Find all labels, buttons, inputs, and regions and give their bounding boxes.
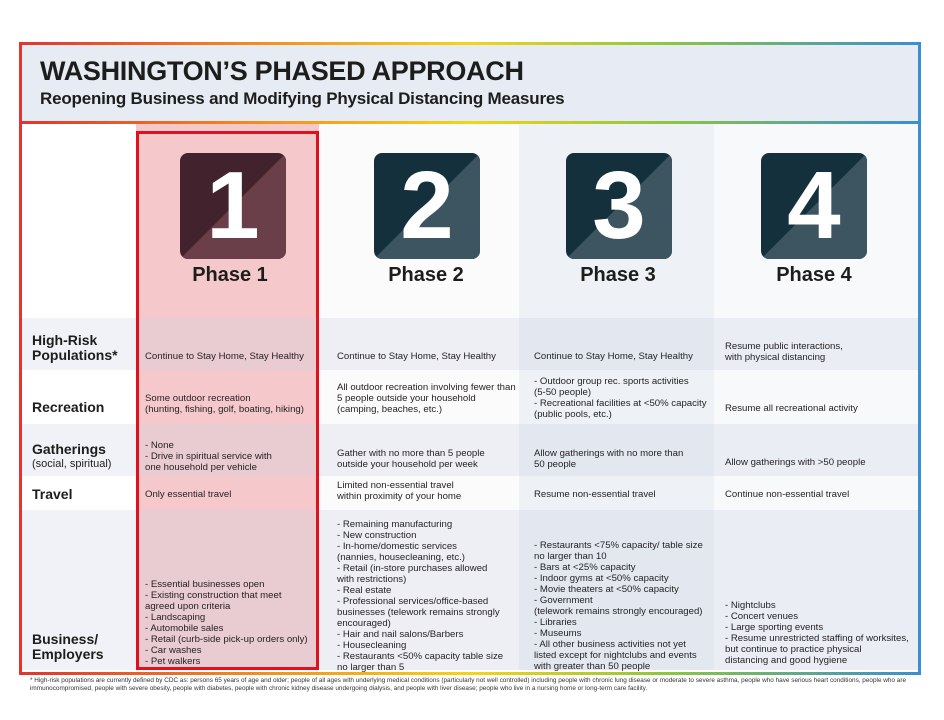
cell-line: - Essential businesses open: [145, 579, 265, 590]
row-label-recreation: Recreation: [32, 399, 105, 415]
cell-line: - Housecleaning: [337, 640, 407, 651]
cell-line: - Museums: [534, 628, 582, 639]
cell-line: - Bars at <25% capacity: [534, 562, 636, 573]
cell-line: 50 people: [534, 459, 577, 470]
cell-line: - Recreational facilities at <50% capacity: [534, 398, 707, 409]
row-label-travel: Travel: [32, 486, 73, 502]
cell-travel-phase-3: [534, 489, 656, 500]
cell-line: - Movie theaters at <50% capacity: [534, 584, 679, 595]
cell-line: - Professional services/office-based: [337, 596, 489, 607]
cell-line: - Retail (in-store purchases allowed: [337, 563, 488, 574]
cell-line: - Resume unrestricted staffing of worksites,: [725, 633, 909, 644]
cell-line: Continue to Stay Home, Stay Healthy: [145, 351, 304, 362]
cell-line: (hunting, fishing, golf, boating, hiking): [145, 404, 304, 415]
cell-line: Resume all recreational activity: [725, 403, 858, 414]
cell-gatherings-phase-2: [337, 448, 485, 470]
cell-line: - Hair and nail salons/Barbers: [337, 629, 464, 640]
cell-travel-phase-1: [145, 489, 231, 500]
cell-line: - Government: [534, 595, 593, 606]
phase-4-number-tile: [761, 153, 867, 259]
cell-recreation-phase-4: [725, 403, 858, 414]
cell-line: - Retail (curb-side pick-up orders only): [145, 634, 308, 645]
phase-3-number: 3: [592, 153, 646, 259]
cell-line: Continue non-essential travel: [725, 489, 850, 500]
cell-line: distancing and good hygiene: [725, 655, 848, 666]
cell-high-risk-phase-3: [534, 351, 693, 362]
cell-line: - Automobile sales: [145, 623, 224, 634]
phase-2-number: 2: [400, 153, 454, 259]
cell-business-phase-1: [145, 579, 308, 667]
cell-line: 5 people outside your household: [337, 393, 476, 404]
cell-line: within proximity of your home: [337, 491, 462, 502]
cell-gatherings-phase-3: [534, 448, 683, 470]
cell-line: - Existing construction that meet: [145, 590, 282, 601]
cell-line: Allow gatherings with no more than: [534, 448, 684, 459]
cell-line: encouraged): [337, 618, 391, 629]
cell-line: agreed upon criteria: [145, 601, 231, 612]
cell-line: - Car washes: [145, 645, 202, 656]
cell-line: but continue to practice physical: [725, 644, 862, 655]
cell-line: - Pet walkers: [145, 656, 201, 667]
cell-gatherings-phase-1: [145, 440, 272, 473]
row-label-high-risk: High-Risk Populations*: [32, 332, 118, 363]
cell-line: Resume non-essential travel: [534, 489, 656, 500]
cell-travel-phase-4: [725, 489, 849, 500]
cell-line: with greater than 50 people: [534, 661, 651, 672]
cell-business-phase-3: [534, 540, 703, 672]
cell-business-phase-2: [337, 519, 503, 673]
cell-line: - Remaining manufacturing: [337, 519, 453, 530]
phase-1-number: 1: [206, 153, 260, 259]
cell-line: Only essential travel: [145, 489, 232, 500]
cell-line: All outdoor recreation involving fewer than: [337, 382, 516, 393]
cell-line: - Nightclubs: [725, 600, 776, 611]
cell-line: one household per vehicle: [145, 462, 258, 473]
cell-line: - None: [145, 440, 174, 451]
footnote: [30, 677, 920, 693]
cell-high-risk-phase-2: [337, 351, 496, 362]
row-label-gatherings: Gatherings (social, spiritual): [32, 441, 112, 470]
cell-line: listed except for nightclubs and events: [534, 650, 697, 661]
cell-line: businesses (telework remains strongly: [337, 607, 500, 618]
phase-3-number-tile: [566, 153, 672, 259]
cell-line: - Concert venues: [725, 611, 799, 622]
cell-line: Limited non-essential travel: [337, 480, 454, 491]
cell-business-phase-4: [725, 600, 909, 666]
cell-line: (telework remains strongly encouraged): [534, 606, 703, 617]
phase-3-label: Phase 3: [580, 264, 656, 286]
cell-line: no larger than 5: [337, 662, 405, 673]
cell-line: - Real estate: [337, 585, 392, 596]
cell-line: - Outdoor group rec. sports activities: [534, 376, 689, 387]
cell-line: (5-50 people): [534, 387, 592, 398]
cell-line: - New construction: [337, 530, 417, 541]
cell-line: with physical distancing: [725, 352, 826, 363]
cell-recreation-phase-1: [145, 393, 304, 415]
cell-line: - Large sporting events: [725, 622, 824, 633]
footnote-line-2: immunocompromised, people with severe obesity, people with diabetes, people with chronic kidney disease undergoing dialysis, and people with liver disease; people who live in a nursing home or long-term care facility.: [30, 685, 648, 692]
cell-line: (nannies, housecleaning, etc.): [337, 552, 465, 563]
phase-2-label: Phase 2: [388, 264, 464, 286]
cell-line: - Landscaping: [145, 612, 206, 623]
phase-4-number: 4: [787, 153, 841, 259]
page-subtitle: Reopening Business and Modifying Physical Distancing Measures: [40, 89, 565, 108]
cell-high-risk-phase-1: [145, 351, 304, 362]
cell-line: (public pools, etc.): [534, 409, 612, 420]
phase-4-label: Phase 4: [776, 264, 852, 286]
phase-2-number-tile: [374, 153, 480, 259]
cell-travel-phase-2: [337, 480, 461, 502]
cell-line: Resume public interactions,: [725, 341, 843, 352]
cell-line: no larger than 10: [534, 551, 607, 562]
cell-line: Allow gatherings with >50 people: [725, 457, 866, 468]
cell-line: - Drive in spiritual service with: [145, 451, 272, 462]
cell-line: with restrictions): [337, 574, 407, 585]
cell-line: Continue to Stay Home, Stay Healthy: [337, 351, 496, 362]
cell-line: - Restaurants <50% capacity table size: [337, 651, 504, 662]
page-title: WASHINGTON’S PHASED APPROACH: [40, 56, 524, 86]
footnote-line-1: * High-risk populations are currently defined by CDC as: persons 65 years of age and older; people of all ages with underlying medical conditions (particularly not well controlled) including people with chronic lung disease or moderate to severe asthma, people who have serious heart conditions, people who are: [30, 677, 907, 684]
cell-gatherings-phase-4: [725, 457, 866, 468]
cell-line: Some outdoor recreation: [145, 393, 251, 404]
cell-line: outside your household per week: [337, 459, 478, 470]
cell-line: - Restaurants <75% capacity/ table size: [534, 540, 703, 551]
cell-line: - Indoor gyms at <50% capacity: [534, 573, 669, 584]
cell-line: Continue to Stay Home, Stay Healthy: [534, 351, 693, 362]
cell-recreation-phase-3: [534, 376, 707, 420]
cell-line: Gather with no more than 5 people: [337, 448, 485, 459]
row-label-business: Business/ Employers: [32, 631, 104, 662]
cell-line: (camping, beaches, etc.): [337, 404, 443, 415]
cell-line: - In-home/domestic services: [337, 541, 457, 552]
cell-high-risk-phase-4: [725, 341, 843, 363]
phase-1-label: Phase 1: [192, 264, 268, 286]
cell-line: - Libraries: [534, 617, 577, 628]
cell-recreation-phase-2: [337, 382, 516, 415]
cell-line: - All other business activities not yet: [534, 639, 686, 650]
